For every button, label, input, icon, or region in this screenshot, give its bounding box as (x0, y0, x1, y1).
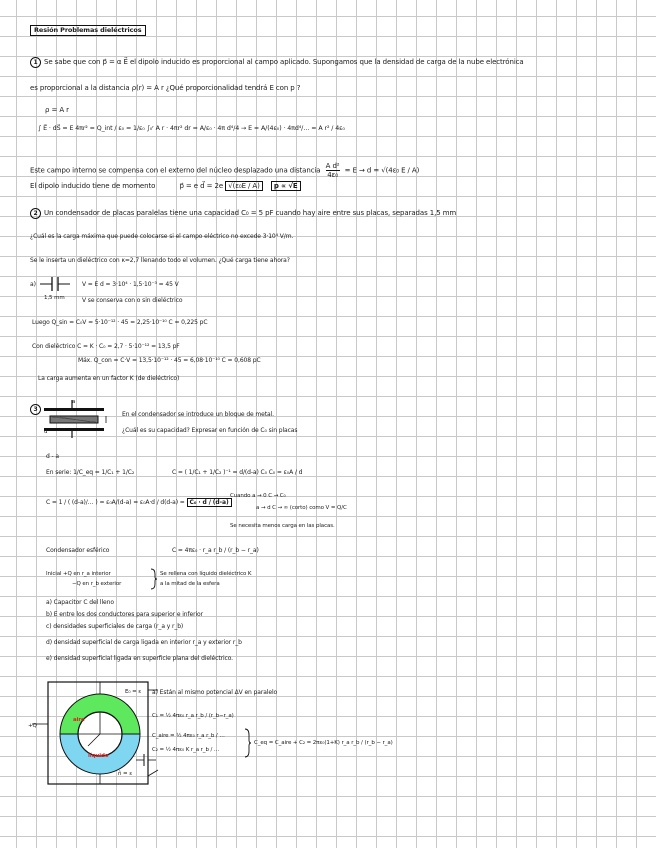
metal-block-capacitor-figure (42, 398, 114, 440)
problem-3-label-a: a (72, 399, 76, 405)
brace-icon (150, 568, 158, 590)
problem-3-statement-line1: En el condensador se introduce un bloque de metal. (122, 411, 274, 418)
problem-4-intro: Condensador esférico (46, 547, 110, 554)
problem-2-dielectric-charge-eq: Máx. Q_con = C·V = 13,5·10⁻¹² · 45 = 6,08·10⁻¹⁰ C = 0,608 pC (78, 357, 261, 364)
problem-3-series-eq: En serie: 1/C_eq = 1/C₁ + 1/C₂ (46, 469, 135, 476)
problem-2-charge-eq: Luego Q_sin = C₀V = 5·10⁻¹² · 45 = 2,25·10⁻¹⁰ C = 0,225 pC (32, 319, 208, 326)
problem-3-capacity-eq (46, 498, 232, 507)
problem-4-initial-4: a la mitad de la esfera (160, 581, 220, 587)
problem-4-item-e: e) densidad superficial ligada en superficie plana del dieléctrico. (46, 655, 233, 662)
problem-2-voltage-note: V se conserva con o sin dieléctrico (82, 297, 183, 304)
problem-2-number: 2 (30, 208, 41, 219)
problem-2-statement-line3: Se le inserta un dieléctrico con κ=2,7 llenando todo el volumen. ¿Qué carga tiene ahora? (30, 257, 290, 264)
problem-2-voltage-eq: V = E d = 3·10⁴ · 1,5·10⁻³ = 45 V (82, 281, 179, 288)
problem-2-text-1: Un condensador de placas paralelas tiene una capacidad C₀ = 5 pF cuando hay aire entre sus placas, separadas 1,5 mm (44, 209, 457, 217)
problem-1-density-eq: ρ = A r (45, 106, 69, 114)
problem-3-case-1: Cuando a → 0 C → C₀ (230, 493, 286, 499)
figure-air-label: aire (73, 717, 85, 723)
problem-4-item-a: a) Capacitor C del lleno (46, 599, 114, 606)
brace-icon-2 (244, 728, 252, 758)
problem-4-item-d: d) densidad superficial de carga ligada en interior r_a y exterior r_b (46, 639, 242, 646)
problem-4-c-air: C_aire = ½ 4πε₀ r_a r_b / … (152, 733, 225, 739)
problem-3-case-3: Se necesita menos carga en las placas. (230, 523, 335, 529)
problem-1-compensation-label: Este campo interno se compensa con el externo del núcleo desplazado una distancia (30, 166, 321, 175)
problem-2-statement-line1 (30, 208, 456, 219)
figure-bottom-label: n̂ = ε (118, 771, 133, 777)
figure-left-label: +Q (28, 723, 37, 729)
problem-1-gauss-eq: ∫ E⃗ · dS⃗ = E 4πr² = Q_int / ε₀ = 1/ε₀ ∫₀ʳ A r · 4πr² dr = A/ε₀ · 4π d⁴/4 → E = A/(4ε₀) · 4πd⁴/… = A r² / 4ε₀ (38, 125, 345, 132)
problem-1-statement-line2: es proporcional a la distancia ρ(r) = A r ¿Qué proporcionalidad tendrá E con p ? (30, 84, 301, 92)
problem-4-c1: C₁ = ½ 4πε₀ r_a r_b / (r_b−r_a) (152, 713, 234, 719)
problem-1-fraction-bottom: 4ε₀ (327, 171, 338, 179)
problem-4-ceq: C_eq = C_aire + C₂ = 2πε₀(1+K) r_a r_b / (r_b − r_a) (254, 740, 393, 746)
figure-liquid-label: líquido (88, 753, 109, 759)
problem-4-initial-2: −Q en r_b exterior (72, 581, 122, 587)
problem-4-item-c: c) densidades superficiales de carga (r_a y r_b) (46, 623, 184, 630)
problem-4-item-b: b) E entre los dos conductores para superior e inferior (46, 611, 203, 618)
problem-3-series-result: C = ( 1/C₁ + 1/C₂ )⁻¹ = d/(d-a) C₀ C₀ = ε₀A / d (172, 469, 303, 476)
problem-1-statement-line1 (30, 57, 524, 68)
problem-1-result-box: p ∝ √E (271, 181, 301, 191)
problem-4-initial-1: Inicial +Q en r_a interior (46, 571, 111, 577)
problem-2-factor-note: La carga aumenta en un factor K (de dieléctrico) (38, 375, 180, 382)
problem-3-capacity-steps: C = 1 / ( (d-a)/… ) = ε₀A/(d-a) = ε₀A·d / d(d-a) = (46, 499, 185, 506)
problem-1-fraction-top: A d² (325, 162, 340, 170)
problem-4-c2: C₂ = ½ 4πε₀ K r_a r_b / … (152, 747, 220, 753)
problem-1-compensation-text (30, 162, 419, 179)
problem-3-gap-label: d - a (46, 453, 59, 460)
problem-1-sqrt-box: √(ε₀E / A) (225, 181, 263, 191)
problem-3-label-d: d (44, 429, 48, 435)
problem-1-dipole-line (30, 182, 301, 191)
problem-1-number: 1 (30, 57, 41, 68)
problem-2-gap-label: 1,5 mm (44, 295, 65, 301)
problem-2-statement-line2: ¿Cuál es la carga máxima que puede colocarse si el campo eléctrico no excede 3·10⁴ V/m. (30, 233, 294, 240)
problem-4-initial-3: Se rellena con líquido dieléctrico K (160, 571, 252, 577)
problem-1-fraction (326, 162, 340, 179)
problem-1-dipole-eq: p⃗ = e d⃗ = 2e (179, 182, 224, 190)
problem-3-case-2: a → d C → ∞ (corto) como V = Q/C (256, 505, 347, 511)
problem-4-formula: C = 4πε₀ · r_a r_b / (r_b − r_a) (172, 547, 259, 554)
problem-2-part-a-label: a) (30, 281, 36, 288)
problem-3-number: 3 (30, 404, 41, 415)
figure-top-label: E₀ = ε (125, 689, 142, 695)
problem-3-statement-line2: ¿Cuál es su capacidad? Expresar en función de C₀ sin placas (122, 427, 298, 434)
problem-1-text-1: Se sabe que con p⃗ = α E⃗ el dipolo inducido es proporcional al campo aplicado. Supongamos que la densidad de carga de la nube electrónica (44, 58, 524, 66)
problem-3-capacity-result-box: C₀ · d / (d-a) (187, 498, 232, 507)
problem-1-dipole-label: El dipolo inducido tiene de momento (30, 182, 156, 190)
problem-4-answer-a: a) Están al mismo potencial ΔV en paralelo (152, 689, 278, 696)
problem-2-dielectric-cap-eq: Con dieléctrico C = K · C₀ = 2,7 · 5·10⁻¹² = 13,5 pF (32, 343, 180, 350)
page-title: Resión Problemas dieléctricos (30, 25, 146, 36)
problem-1-distance-eq: = E → d = √(4ε₀ E / A) (344, 166, 420, 175)
